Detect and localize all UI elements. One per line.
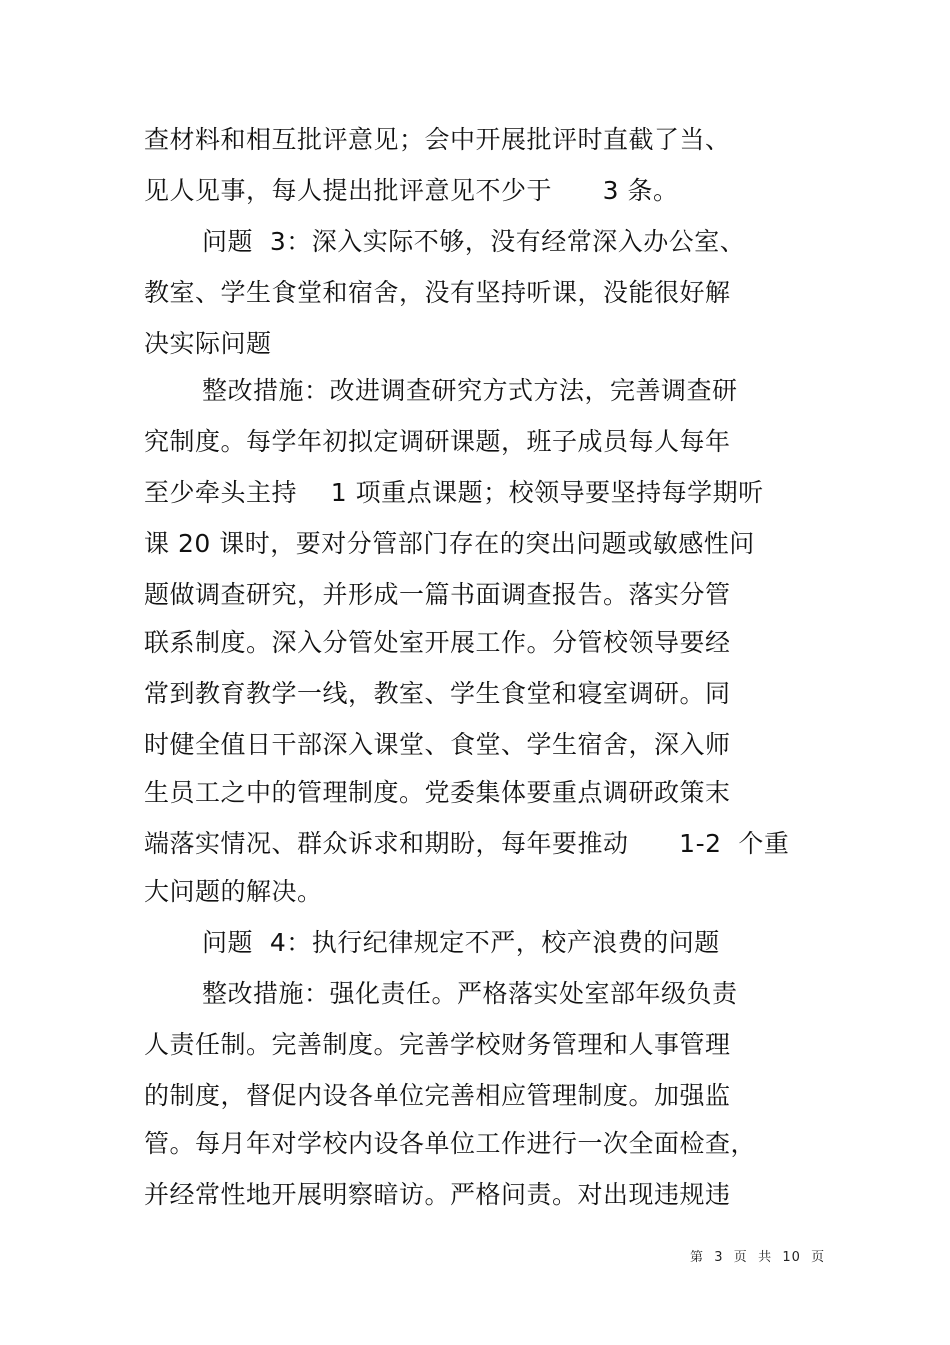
body-text-line: 联系制度。深入分管处室开展工作。分管校领导要经: [144, 628, 731, 657]
body-text-line: 问题 4：执行纪律规定不严，校产浪费的问题: [202, 928, 720, 957]
body-text-line: 查材料和相互批评意见；会中开展批评时直截了当、: [144, 125, 731, 154]
body-text-line: 端落实情况、群众诉求和期盼，每年要推动 1-2 个重: [144, 829, 790, 858]
page-number-footer: 第 3 页 共 10 页: [690, 1250, 826, 1265]
body-text-line: 整改措施：改进调查研究方式方法，完善调查研: [202, 376, 738, 405]
body-text-line: 并经常性地开展明察暗访。严格问责。对出现违规违: [144, 1180, 731, 1209]
body-text-line: 课 20 课时，要对分管部门存在的突出问题或敏感性问: [144, 529, 755, 558]
body-text-line: 整改措施：强化责任。严格落实处室部年级负责: [202, 979, 738, 1008]
body-text-line: 决实际问题: [144, 329, 272, 358]
body-text-line: 至少牵头主持 1 项重点课题；校领导要坚持每学期听: [144, 478, 764, 507]
body-text-line: 人责任制。完善制度。完善学校财务管理和人事管理: [144, 1030, 731, 1059]
body-text-line: 题做调查研究，并形成一篇书面调查报告。落实分管: [144, 580, 731, 609]
body-text-line: 时健全值日干部深入课堂、食堂、学生宿舍，深入师: [144, 730, 731, 759]
body-text-line: 的制度，督促内设各单位完善相应管理制度。加强监: [144, 1081, 731, 1110]
body-text-line: 问题 3：深入实际不够，没有经常深入办公室、: [202, 227, 746, 256]
body-text-line: 究制度。每学年初拟定调研课题，班子成员每人每年: [144, 427, 731, 456]
body-text-line: 大问题的解决。: [144, 877, 323, 906]
body-text-line: 常到教育教学一线，教室、学生食堂和寝室调研。同: [144, 679, 731, 708]
body-text-line: 生员工之中的管理制度。党委集体要重点调研政策末: [144, 778, 731, 807]
body-text-line: 教室、学生食堂和宿舍，没有坚持听课，没能很好解: [144, 278, 731, 307]
body-text-line: 管。每月年对学校内设各单位工作进行一次全面检查，: [144, 1129, 757, 1158]
body-text-line: 见人见事，每人提出批评意见不少于 3 条。: [144, 176, 679, 205]
